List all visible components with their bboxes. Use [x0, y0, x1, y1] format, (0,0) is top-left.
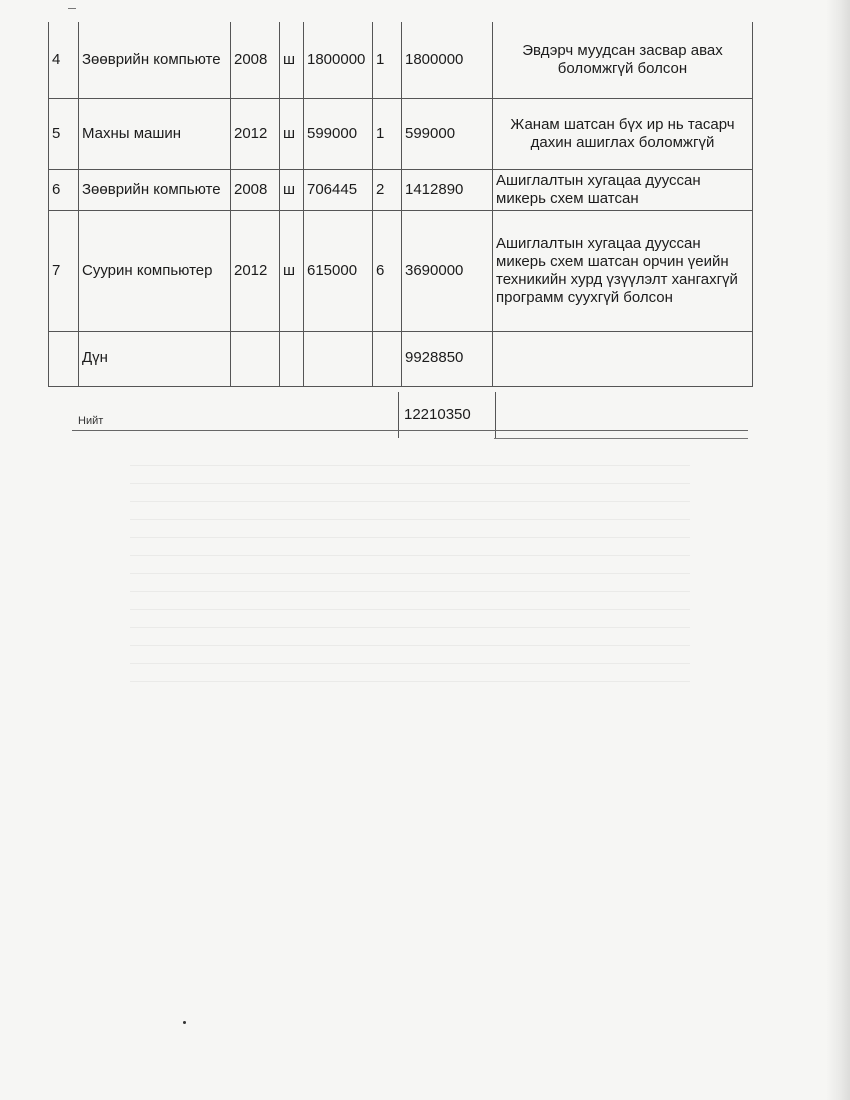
table-row — [49, 99, 753, 170]
scan-speck — [183, 1021, 186, 1024]
subtotal-value-cell — [402, 332, 493, 387]
table-row — [49, 22, 753, 99]
subtotal-row — [49, 332, 753, 387]
item-name: Зөөврийн компьюте — [79, 170, 231, 211]
item-price: 599000 — [304, 99, 373, 170]
row-number: 7 — [49, 211, 79, 332]
item-unit: ш — [280, 99, 304, 170]
item-total: 1800000 — [402, 22, 493, 99]
item-reason: Ашиглалтын хугацаа дууссан микерь схем шатсан орчин үеийн техникийн хурд үзүүлэлт хангахгүй программ суухгүй болсон — [493, 211, 753, 332]
item-year: 2012 — [231, 99, 280, 170]
asset-writeoff-table — [48, 22, 753, 387]
row-number: 6 — [49, 170, 79, 211]
item-qty: 6 — [373, 211, 402, 332]
item-name: Махны машин — [79, 99, 231, 170]
item-reason: Эвдэрч муудсан засвар авах боломжгүй болсон — [493, 22, 753, 99]
empty-cell — [373, 332, 402, 387]
grand-total-label: Нийт — [78, 415, 104, 427]
item-unit: ш — [280, 22, 304, 99]
row-number: 4 — [49, 22, 79, 99]
item-unit: ш — [280, 211, 304, 332]
item-reason: Ашиглалтын хугацаа дууссан микерь схем шатсан — [493, 170, 753, 211]
row-number: 5 — [49, 99, 79, 170]
item-price: 706445 — [304, 170, 373, 211]
item-reason: Жанам шатсан бүх ир нь тасарч дахин ашиглах боломжгүй — [493, 99, 753, 170]
item-price: 615000 — [304, 211, 373, 332]
table-row — [49, 170, 753, 211]
item-total: 3690000 — [402, 211, 493, 332]
grand-total-value: 12210350 — [404, 406, 471, 423]
item-year: 2008 — [231, 22, 280, 99]
scan-mark — [68, 8, 76, 9]
item-name: Зөөврийн компьюте — [79, 22, 231, 99]
item-price: 1800000 — [304, 22, 373, 99]
table-row — [49, 211, 753, 332]
empty-cell — [493, 332, 753, 387]
page-edge-shadow — [826, 0, 850, 1100]
empty-cell — [304, 332, 373, 387]
item-year: 2012 — [231, 211, 280, 332]
divider — [494, 438, 748, 439]
empty-cell — [231, 332, 280, 387]
item-name: Суурин компьютер — [79, 211, 231, 332]
subtotal-value: 9928850 — [405, 349, 464, 366]
item-qty: 2 — [373, 170, 402, 211]
item-unit: ш — [280, 170, 304, 211]
item-qty: 1 — [373, 99, 402, 170]
bleed-through-text — [130, 465, 690, 685]
item-year: 2008 — [231, 170, 280, 211]
grand-total-rule — [72, 430, 748, 431]
empty-cell — [280, 332, 304, 387]
item-total: 599000 — [402, 99, 493, 170]
item-qty: 1 — [373, 22, 402, 99]
subtotal-cell — [79, 332, 231, 387]
empty-cell — [49, 332, 79, 387]
subtotal-label: Дүн — [82, 349, 108, 366]
item-total: 1412890 — [402, 170, 493, 211]
